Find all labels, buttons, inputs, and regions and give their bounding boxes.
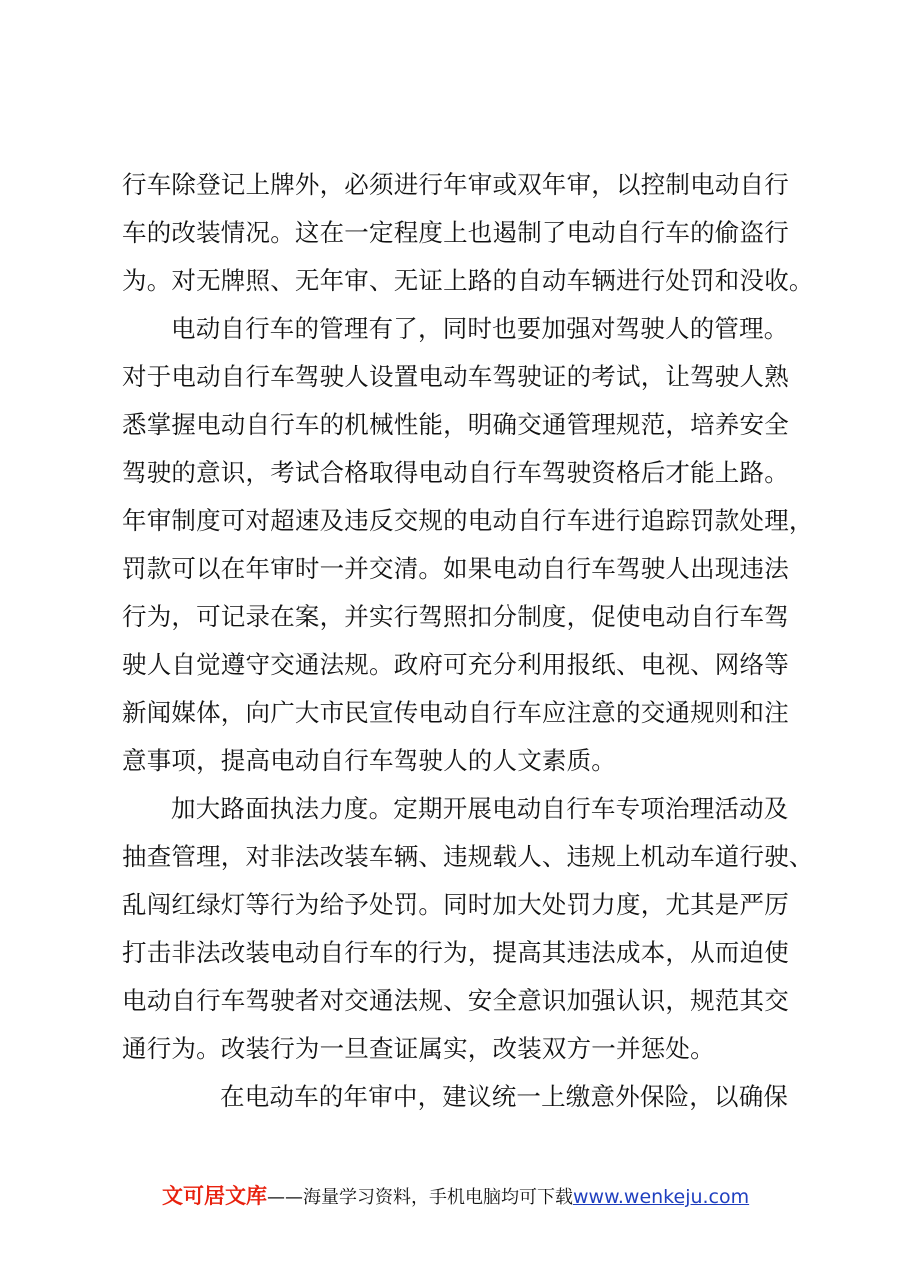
text-line: 行车除登记上牌外，必须进行年审或双年审，以控制电动自行 bbox=[122, 170, 789, 199]
text-line: 打击非法改装电动自行车的行为，提高其违法成本，从而迫使 bbox=[122, 938, 789, 967]
footer-tagline: ——海量学习资料，手机电脑均可下载 bbox=[267, 1187, 573, 1208]
text-line: 驶人自觉遵守交通法规。政府可充分利用报纸、电视、网络等 bbox=[122, 650, 789, 679]
text-line: 驾驶的意识，考试合格取得电动自行车驾驶资格后才能上路。 bbox=[122, 458, 789, 487]
paragraph-start-line: 电动自行车的管理有了，同时也要加强对驾驶人的管理。 bbox=[171, 314, 789, 343]
text-line: 罚款可以在年审时一并交清。如果电动自行车驾驶人出现违法 bbox=[122, 554, 789, 583]
text-line: 车的改装情况。这在一定程度上也遏制了电动自行车的偷盗行 bbox=[122, 218, 789, 247]
text-line: 行为，可记录在案，并实行驾照扣分制度，促使电动自行车驾 bbox=[122, 602, 789, 631]
paragraph-start-line: 加大路面执法力度。定期开展电动自行车专项治理活动及 bbox=[171, 794, 789, 823]
text-line: 电动自行车驾驶者对交通法规、安全意识加强认识，规范其交 bbox=[122, 986, 789, 1015]
footer-banner bbox=[162, 1181, 749, 1211]
text-line: 抽查管理，对非法改装车辆、违规载人、违规上机动车道行驶、 bbox=[122, 842, 814, 871]
website-link[interactable]: www.wenkeju.com bbox=[573, 1186, 750, 1208]
text-line: 通行为。改装行为一旦查证属实，改装双方一并惩处。 bbox=[122, 1034, 715, 1063]
text-line: 意事项，提高电动自行车驾驶人的人文素质。 bbox=[122, 746, 616, 775]
text-line: 悉掌握电动自行车的机械性能，明确交通管理规范，培养安全 bbox=[122, 410, 789, 439]
text-line: 为。对无牌照、无年审、无证上路的自动车辆进行处罚和没收。 bbox=[122, 266, 814, 295]
brand-name: 文可居文库 bbox=[162, 1184, 267, 1208]
text-line: 年审制度可对超速及违反交规的电动自行车进行追踪罚款处理， bbox=[122, 506, 814, 535]
text-line: 乱闯红绿灯等行为给予处罚。同时加大处罚力度，尤其是严厉 bbox=[122, 890, 789, 919]
text-line: 对于电动自行车驾驶人设置电动车驾驶证的考试，让驾驶人熟 bbox=[122, 362, 789, 391]
text-line: 新闻媒体，向广大市民宣传电动自行车应注意的交通规则和注 bbox=[122, 698, 789, 727]
paragraph-start-line: 在电动车的年审中，建议统一上缴意外保险，以确保 bbox=[220, 1082, 789, 1111]
